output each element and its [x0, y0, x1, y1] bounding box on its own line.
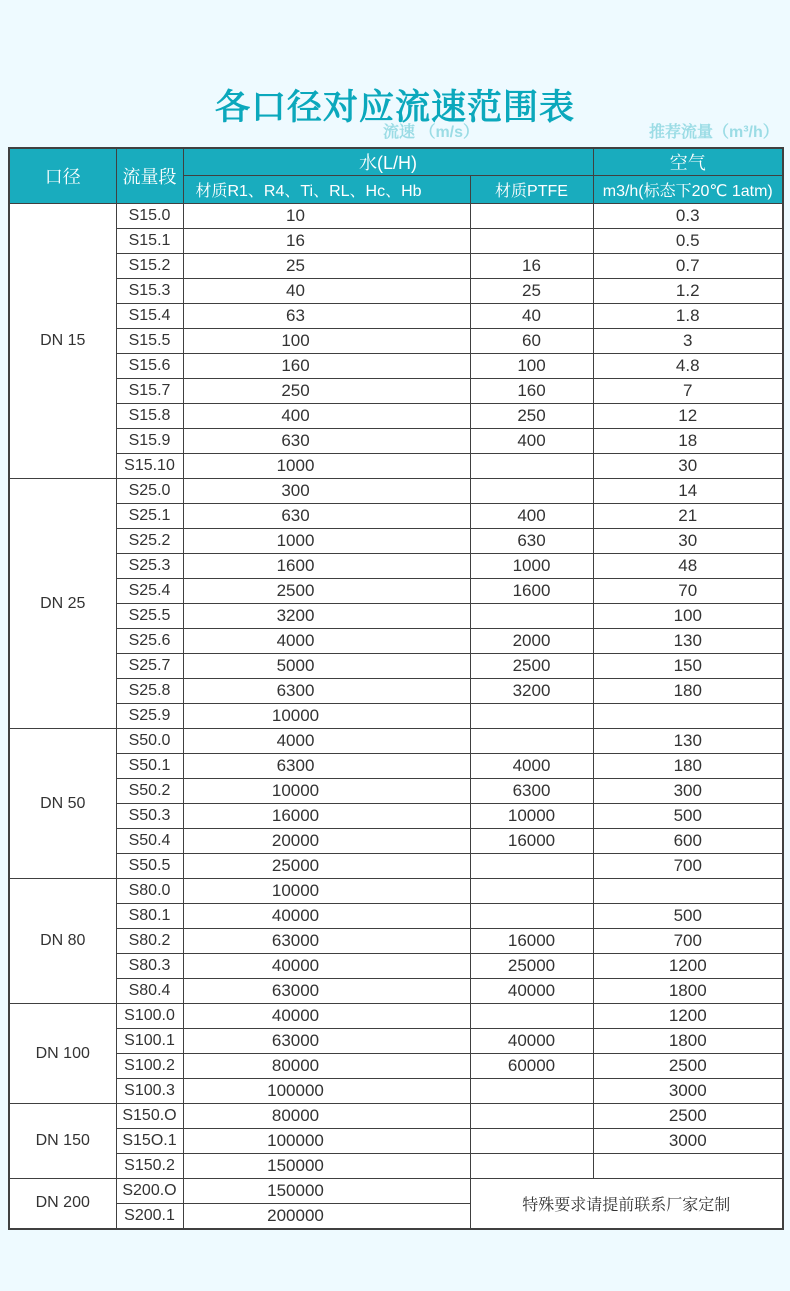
flow-segment-cell: S80.3 — [116, 954, 183, 979]
ptfe-value-cell — [470, 1129, 593, 1154]
water-value-cell: 100 — [183, 329, 470, 354]
diameter-cell: DN 150 — [9, 1104, 116, 1179]
air-value-cell: 100 — [593, 604, 783, 629]
air-value-cell: 0.5 — [593, 229, 783, 254]
table-row — [9, 529, 783, 554]
ptfe-value-cell: 60 — [470, 329, 593, 354]
water-value-cell: 100000 — [183, 1079, 470, 1104]
ptfe-value-cell: 160 — [470, 379, 593, 404]
water-value-cell: 25000 — [183, 854, 470, 879]
water-value-cell: 63000 — [183, 979, 470, 1004]
ptfe-value-cell: 40 — [470, 304, 593, 329]
table-row — [9, 629, 783, 654]
flow-segment-cell: S80.2 — [116, 929, 183, 954]
table-row — [9, 904, 783, 929]
ptfe-value-cell: 25 — [470, 279, 593, 304]
flow-segment-cell: S25.7 — [116, 654, 183, 679]
flow-segment-cell: S200.O — [116, 1179, 183, 1204]
ptfe-value-cell: 25000 — [470, 954, 593, 979]
flow-segment-cell: S150.2 — [116, 1154, 183, 1179]
ptfe-value-cell: 10000 — [470, 804, 593, 829]
table-row — [9, 1104, 783, 1129]
flow-segment-cell: S80.1 — [116, 904, 183, 929]
header-water-group: 水(L/H) — [183, 148, 593, 176]
ptfe-value-cell: 1000 — [470, 554, 593, 579]
water-value-cell: 6300 — [183, 754, 470, 779]
ptfe-value-cell — [470, 1154, 593, 1179]
air-value-cell — [593, 704, 783, 729]
table-row — [9, 579, 783, 604]
air-value-cell: 30 — [593, 454, 783, 479]
flow-segment-cell: S50.4 — [116, 829, 183, 854]
water-value-cell: 150000 — [183, 1179, 470, 1204]
air-value-cell: 1200 — [593, 1004, 783, 1029]
diameter-cell: DN 50 — [9, 729, 116, 879]
water-value-cell: 6300 — [183, 679, 470, 704]
flow-segment-cell: S100.3 — [116, 1079, 183, 1104]
table-row — [9, 329, 783, 354]
ptfe-value-cell — [470, 729, 593, 754]
ptfe-value-cell — [470, 879, 593, 904]
table-row — [9, 379, 783, 404]
flow-segment-cell: S15.7 — [116, 379, 183, 404]
table-header — [9, 148, 783, 204]
table-row — [9, 979, 783, 1004]
water-value-cell: 80000 — [183, 1054, 470, 1079]
table-row — [9, 254, 783, 279]
table-row — [9, 229, 783, 254]
table-row — [9, 1029, 783, 1054]
air-value-cell: 1200 — [593, 954, 783, 979]
flow-segment-cell: S15O.1 — [116, 1129, 183, 1154]
ptfe-value-cell — [470, 1004, 593, 1029]
flow-segment-cell: S50.5 — [116, 854, 183, 879]
water-value-cell: 63000 — [183, 929, 470, 954]
air-value-cell: 3 — [593, 329, 783, 354]
flow-segment-cell: S15.2 — [116, 254, 183, 279]
air-value-cell: 70 — [593, 579, 783, 604]
flow-segment-cell: S15.10 — [116, 454, 183, 479]
water-value-cell: 16000 — [183, 804, 470, 829]
table-row — [9, 954, 783, 979]
air-value-cell: 18 — [593, 429, 783, 454]
flow-segment-cell: S25.8 — [116, 679, 183, 704]
table-row — [9, 1129, 783, 1154]
air-value-cell: 130 — [593, 729, 783, 754]
water-value-cell: 10 — [183, 204, 470, 229]
table-row — [9, 854, 783, 879]
air-value-cell: 500 — [593, 804, 783, 829]
water-value-cell: 200000 — [183, 1204, 470, 1229]
table-row — [9, 1179, 783, 1204]
flow-segment-cell: S50.0 — [116, 729, 183, 754]
table-row — [9, 879, 783, 904]
flow-segment-cell: S50.2 — [116, 779, 183, 804]
ptfe-value-cell: 2000 — [470, 629, 593, 654]
table-row — [9, 429, 783, 454]
ptfe-value-cell: 3200 — [470, 679, 593, 704]
ptfe-value-cell: 16000 — [470, 829, 593, 854]
water-value-cell: 4000 — [183, 729, 470, 754]
table-row — [9, 729, 783, 754]
ptfe-value-cell: 250 — [470, 404, 593, 429]
ptfe-value-cell — [470, 204, 593, 229]
water-value-cell: 40000 — [183, 1004, 470, 1029]
flow-segment-cell: S100.2 — [116, 1054, 183, 1079]
flow-segment-cell: S25.2 — [116, 529, 183, 554]
water-value-cell: 630 — [183, 429, 470, 454]
table-row — [9, 354, 783, 379]
flow-range-table — [8, 147, 784, 1230]
flow-segment-cell: S100.0 — [116, 1004, 183, 1029]
table-row — [9, 929, 783, 954]
ptfe-value-cell: 100 — [470, 354, 593, 379]
table-row — [9, 279, 783, 304]
flow-segment-cell: S25.0 — [116, 479, 183, 504]
air-value-cell: 4.8 — [593, 354, 783, 379]
table-row — [9, 1154, 783, 1179]
water-value-cell: 250 — [183, 379, 470, 404]
air-value-cell: 3000 — [593, 1079, 783, 1104]
water-value-cell: 20000 — [183, 829, 470, 854]
air-value-cell: 0.3 — [593, 204, 783, 229]
ptfe-value-cell: 40000 — [470, 1029, 593, 1054]
ptfe-value-cell: 60000 — [470, 1054, 593, 1079]
ptfe-value-cell: 4000 — [470, 754, 593, 779]
water-value-cell: 10000 — [183, 704, 470, 729]
ptfe-value-cell: 400 — [470, 429, 593, 454]
air-value-cell: 150 — [593, 654, 783, 679]
water-value-cell: 63 — [183, 304, 470, 329]
flow-segment-cell: S15.1 — [116, 229, 183, 254]
water-value-cell: 100000 — [183, 1129, 470, 1154]
water-value-cell: 16 — [183, 229, 470, 254]
air-value-cell: 0.7 — [593, 254, 783, 279]
water-value-cell: 1000 — [183, 454, 470, 479]
air-value-cell: 14 — [593, 479, 783, 504]
table-row — [9, 479, 783, 504]
flow-segment-cell: S15.3 — [116, 279, 183, 304]
air-value-cell: 2500 — [593, 1054, 783, 1079]
ptfe-value-cell — [470, 454, 593, 479]
air-value-cell: 300 — [593, 779, 783, 804]
ptfe-value-cell — [470, 229, 593, 254]
water-value-cell: 40000 — [183, 904, 470, 929]
ptfe-value-cell — [470, 1079, 593, 1104]
ptfe-value-cell — [470, 604, 593, 629]
air-value-cell: 3000 — [593, 1129, 783, 1154]
air-value-cell: 180 — [593, 679, 783, 704]
table-row — [9, 1054, 783, 1079]
water-value-cell: 1600 — [183, 554, 470, 579]
page-title: 各口径对应流速范围表 — [214, 88, 575, 127]
air-value-cell: 48 — [593, 554, 783, 579]
air-value-cell: 12 — [593, 404, 783, 429]
flow-segment-cell: S15.6 — [116, 354, 183, 379]
flow-segment-cell: S25.9 — [116, 704, 183, 729]
header-water-material: 材质R1、R4、Ti、RL、Hc、Hb — [183, 176, 470, 204]
table-row — [9, 1079, 783, 1104]
water-value-cell: 160 — [183, 354, 470, 379]
flow-segment-cell: S25.5 — [116, 604, 183, 629]
water-value-cell: 40000 — [183, 954, 470, 979]
flow-table-body — [9, 204, 783, 1229]
flow-segment-cell: S15.5 — [116, 329, 183, 354]
table-row — [9, 554, 783, 579]
ptfe-value-cell: 400 — [470, 504, 593, 529]
table-row — [9, 404, 783, 429]
air-value-cell: 180 — [593, 754, 783, 779]
flow-segment-cell: S25.1 — [116, 504, 183, 529]
flow-segment-cell: S15.9 — [116, 429, 183, 454]
table-row — [9, 654, 783, 679]
table-row — [9, 504, 783, 529]
flow-segment-cell: S200.1 — [116, 1204, 183, 1229]
table-row — [9, 454, 783, 479]
table-row — [9, 604, 783, 629]
water-value-cell: 63000 — [183, 1029, 470, 1054]
special-note-cell: 特殊要求请提前联系厂家定制 — [470, 1179, 783, 1229]
ptfe-value-cell — [470, 1104, 593, 1129]
ptfe-value-cell — [470, 479, 593, 504]
table-row — [9, 754, 783, 779]
ptfe-value-cell — [470, 904, 593, 929]
water-value-cell: 630 — [183, 504, 470, 529]
table-row — [9, 204, 783, 229]
air-value-cell: 130 — [593, 629, 783, 654]
diameter-cell: DN 25 — [9, 479, 116, 729]
table-row — [9, 704, 783, 729]
table-row — [9, 1004, 783, 1029]
air-value-cell: 700 — [593, 854, 783, 879]
water-value-cell: 80000 — [183, 1104, 470, 1129]
diameter-cell: DN 200 — [9, 1179, 116, 1229]
header-water-ptfe: 材质PTFE — [470, 176, 593, 204]
watermark-velocity-label: 流速 （m/s） — [383, 124, 480, 141]
air-value-cell — [593, 1154, 783, 1179]
water-value-cell: 400 — [183, 404, 470, 429]
ptfe-value-cell: 40000 — [470, 979, 593, 1004]
ptfe-value-cell: 16000 — [470, 929, 593, 954]
table-row — [9, 779, 783, 804]
diameter-cell: DN 80 — [9, 879, 116, 1004]
ptfe-value-cell: 6300 — [470, 779, 593, 804]
ptfe-value-cell: 16 — [470, 254, 593, 279]
flow-segment-cell: S80.0 — [116, 879, 183, 904]
ptfe-value-cell — [470, 854, 593, 879]
air-value-cell: 2500 — [593, 1104, 783, 1129]
flow-segment-cell: S15.4 — [116, 304, 183, 329]
flow-segment-cell: S15.8 — [116, 404, 183, 429]
header-diameter: 口径 — [9, 148, 116, 204]
header-air-group: 空气 — [593, 148, 783, 176]
table-row — [9, 679, 783, 704]
flow-segment-cell: S25.6 — [116, 629, 183, 654]
water-value-cell: 3200 — [183, 604, 470, 629]
water-value-cell: 1000 — [183, 529, 470, 554]
flow-segment-cell: S25.4 — [116, 579, 183, 604]
header-flow-segment: 流量段 — [116, 148, 183, 204]
air-value-cell — [593, 879, 783, 904]
ptfe-value-cell: 630 — [470, 529, 593, 554]
water-value-cell: 25 — [183, 254, 470, 279]
ptfe-value-cell — [470, 704, 593, 729]
air-value-cell: 1.2 — [593, 279, 783, 304]
watermark-recommended-flow-label: 推荐流量（m³/h） — [649, 124, 779, 141]
flow-segment-cell: S50.3 — [116, 804, 183, 829]
water-value-cell: 5000 — [183, 654, 470, 679]
air-value-cell: 30 — [593, 529, 783, 554]
table-row — [9, 304, 783, 329]
air-value-cell: 700 — [593, 929, 783, 954]
water-value-cell: 2500 — [183, 579, 470, 604]
air-value-cell: 600 — [593, 829, 783, 854]
air-value-cell: 1800 — [593, 1029, 783, 1054]
water-value-cell: 150000 — [183, 1154, 470, 1179]
water-value-cell: 10000 — [183, 879, 470, 904]
air-value-cell: 1.8 — [593, 304, 783, 329]
water-value-cell: 40 — [183, 279, 470, 304]
water-value-cell: 300 — [183, 479, 470, 504]
flow-segment-cell: S15.0 — [116, 204, 183, 229]
water-value-cell: 4000 — [183, 629, 470, 654]
header-air-condition: m3/h(标态下20℃ 1atm) — [593, 176, 783, 204]
flow-segment-cell: S150.O — [116, 1104, 183, 1129]
table-row — [9, 804, 783, 829]
flow-segment-cell: S80.4 — [116, 979, 183, 1004]
ptfe-value-cell: 1600 — [470, 579, 593, 604]
table-row — [9, 829, 783, 854]
air-value-cell: 21 — [593, 504, 783, 529]
flow-segment-cell: S100.1 — [116, 1029, 183, 1054]
diameter-cell: DN 100 — [9, 1004, 116, 1104]
flow-segment-cell: S50.1 — [116, 754, 183, 779]
ptfe-value-cell: 2500 — [470, 654, 593, 679]
air-value-cell: 500 — [593, 904, 783, 929]
diameter-cell: DN 15 — [9, 204, 116, 479]
air-value-cell: 7 — [593, 379, 783, 404]
flow-segment-cell: S25.3 — [116, 554, 183, 579]
air-value-cell: 1800 — [593, 979, 783, 1004]
water-value-cell: 10000 — [183, 779, 470, 804]
